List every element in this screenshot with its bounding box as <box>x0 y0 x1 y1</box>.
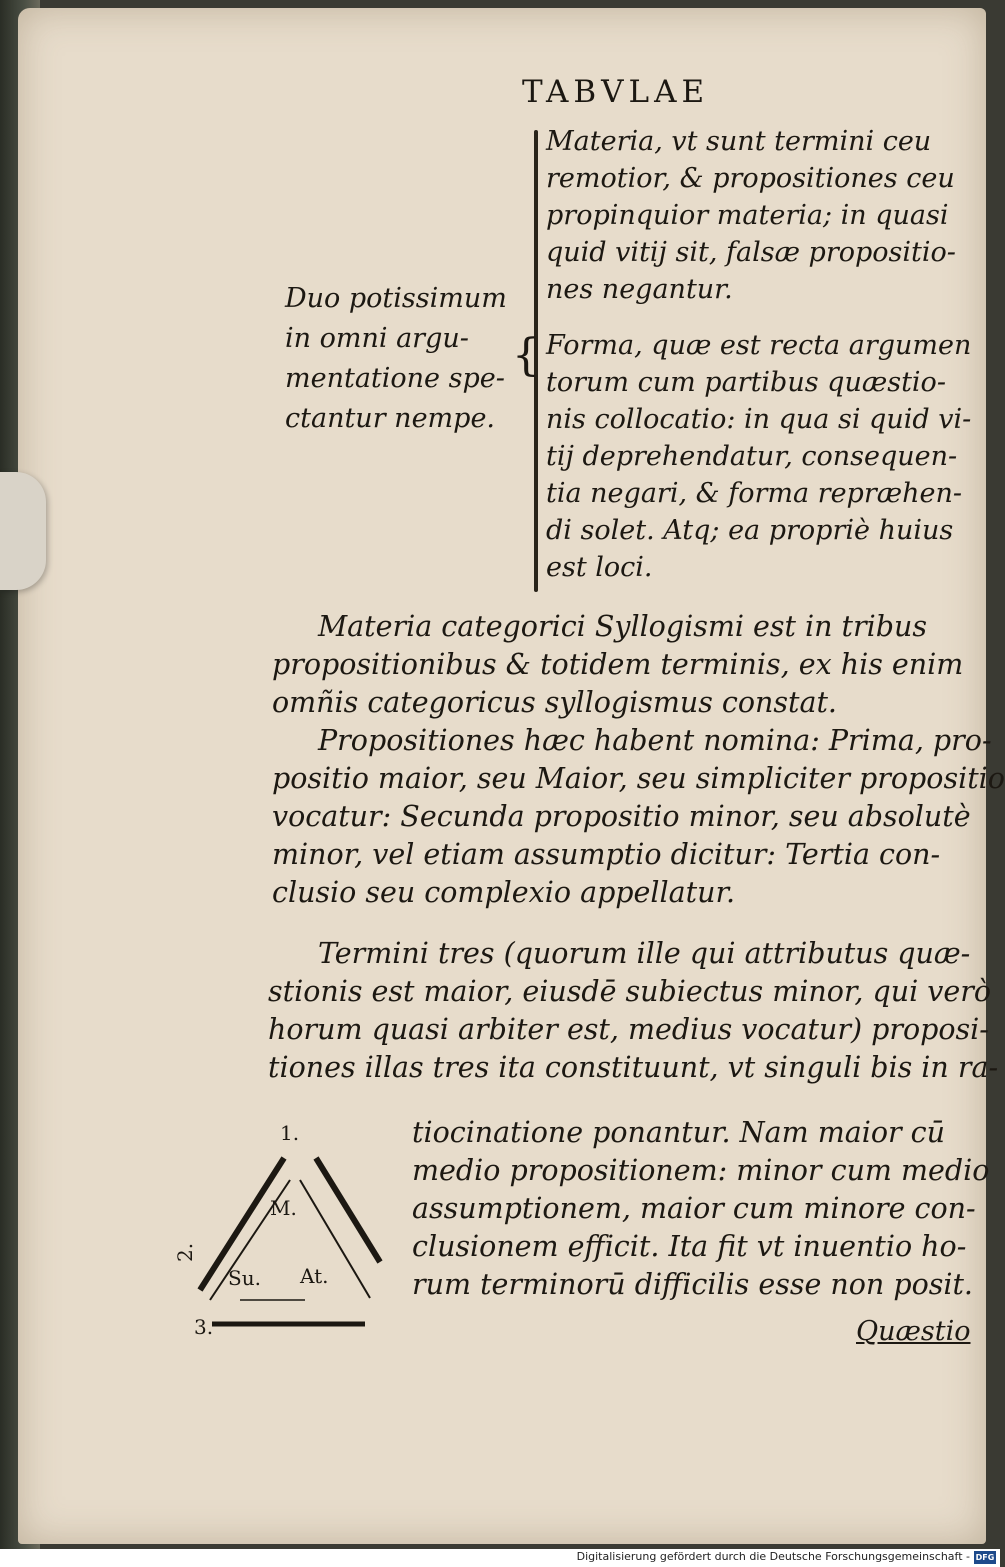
wrap-line: clusionem efficit. Ita fit vt inuentio ho- <box>412 1230 967 1263</box>
wrap-line: rum terminorū difficilis esse non posit. <box>412 1268 973 1301</box>
diagram-label-subiectum: Su. <box>228 1266 261 1290</box>
body-line: vocatur: Secunda propositio minor, seu absolutè <box>272 800 971 833</box>
right-column-line: tia negari, & forma repræhen- <box>546 478 963 509</box>
digitization-footer <box>0 1549 1000 1567</box>
dfg-logo: DFG <box>975 1553 995 1562</box>
right-column-line: est loci. <box>546 552 653 583</box>
right-column-line: Materia, vt sunt termini ceu <box>546 126 932 157</box>
body-line: clusio seu complexio appellatur. <box>272 876 735 909</box>
brace-tip: { <box>512 330 540 381</box>
body-line: horum quasi arbiter est, medius vocatur) proposi- <box>268 1013 989 1046</box>
catchword: Quæstio <box>856 1316 971 1347</box>
diagram-label-medius: M. <box>270 1196 297 1220</box>
left-column-line: in omni argu- <box>285 323 469 354</box>
right-column-line: nes negantur. <box>546 274 733 305</box>
diagram-label-attributum: At. <box>300 1264 329 1288</box>
wrap-line: assumptionem, maior cum minore con- <box>412 1192 976 1225</box>
diagram-number-1: 1. <box>280 1121 300 1145</box>
diagram-number-3: 3. <box>194 1315 214 1339</box>
right-column-line: di solet. Atq; ea propriè huius <box>546 515 954 546</box>
syllogism-triangle-diagram <box>173 1120 390 1340</box>
body-line: propositionibus & totidem terminis, ex his enim <box>272 648 964 681</box>
body-line: Propositiones hæc habent nomina: Prima, pro- <box>318 724 992 757</box>
body-line: minor, vel etiam assumptio dicitur: Tertia con- <box>272 838 941 871</box>
footer-credit: Digitalisierung gefördert durch die Deutsche Forschungsgemeinschaft - <box>576 1550 970 1563</box>
left-column-line: ctantur nempe. <box>285 403 496 434</box>
body-line: tiones illas tres ita constituunt, vt singuli bis in ra- <box>268 1051 999 1084</box>
right-column-line: tij deprehendatur, consequen- <box>546 441 958 472</box>
body-line: positio maior, seu Maior, seu simpliciter propositio <box>272 762 1005 795</box>
right-column-line: nis collocatio: in qua si quid vi- <box>546 404 972 435</box>
body-line: omñis categoricus syllogismus constat. <box>272 686 837 719</box>
right-column-line: quid vitij sit, falsæ propositio- <box>546 237 956 268</box>
right-column-line: remotior, & propositiones ceu <box>546 163 955 194</box>
page-clip <box>0 472 46 590</box>
right-column-line: Forma, quæ est recta argumen <box>546 330 972 361</box>
left-column-line: Duo potissimum <box>285 283 507 314</box>
body-line: stionis est maior, eiusdē subiectus minor, qui verò <box>268 975 991 1008</box>
body-line: Termini tres (quorum ille qui attributus quæ- <box>318 937 971 970</box>
left-column-line: mentatione spe- <box>285 363 505 394</box>
running-head: TABVLAE <box>522 74 710 110</box>
body-line: Materia categorici Syllogismi est in tribus <box>318 610 927 643</box>
wrap-line: tiocinatione ponantur. Nam maior cū <box>412 1116 945 1149</box>
right-column-line: torum cum partibus quæstio- <box>546 367 946 398</box>
diagram-number-2: 2. <box>173 1242 197 1262</box>
wrap-line: medio propositionem: minor cum medio <box>412 1154 990 1187</box>
right-column-line: propinquior materia; in quasi <box>546 200 949 231</box>
triangle-outer-right <box>316 1158 380 1262</box>
